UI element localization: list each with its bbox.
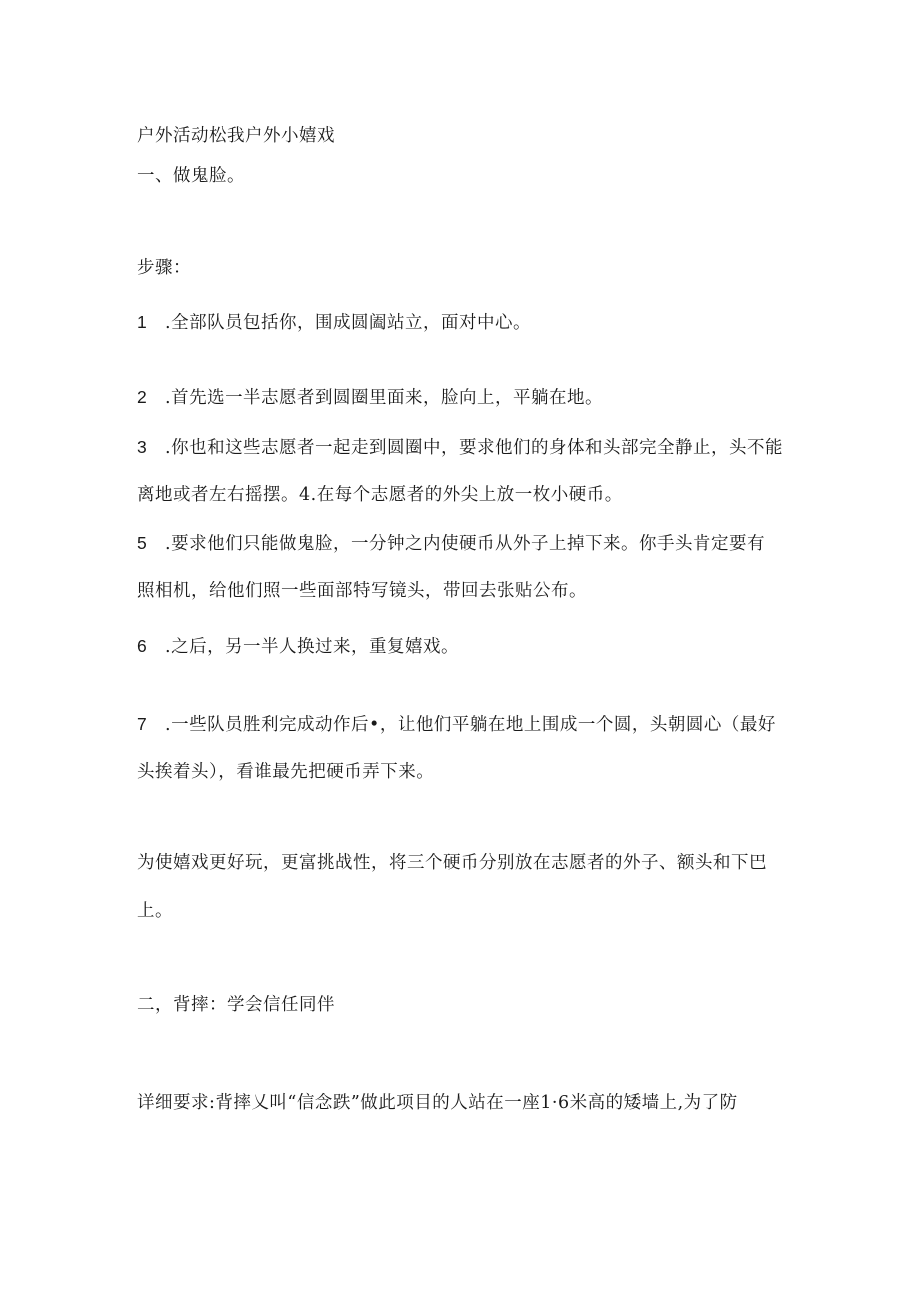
step-text: .全部队员包括你，围成圆阖站立，面对中心。 bbox=[165, 313, 532, 333]
detail-requirement: 详细要求:背摔乂叫“信念跌”做此项目的人站在一座1·6米高的矮墙上,为了防 bbox=[137, 1093, 738, 1113]
step-number: 6 bbox=[137, 636, 148, 656]
step-text: .你也和这些志愿者一起走到圆圈中，要求他们的身体和头部完全静止，头不能 bbox=[165, 438, 784, 458]
step-text: .一些队员胜利完成动作后•，让他们平躺在地上围成一个圆，头朝圆心（最好 bbox=[165, 715, 776, 735]
step-3 bbox=[137, 435, 783, 460]
step-number: 3 bbox=[137, 437, 148, 457]
step-2 bbox=[137, 385, 603, 410]
section-heading-1: 一、做鬼脸。 bbox=[137, 166, 245, 186]
document-title: 户外活动松我户外小嬉戏 bbox=[137, 126, 335, 146]
step-number: 5 bbox=[137, 533, 148, 553]
step-6 bbox=[137, 634, 459, 659]
extra-paragraph-line-2: 上。 bbox=[137, 901, 173, 921]
section-heading-2: 二，背摔：学会信任同伴 bbox=[137, 995, 335, 1015]
step-3-continuation: 离地或者左右摇摆。4.在每个志愿者的外尖上放一枚小硬币。 bbox=[137, 485, 623, 505]
step-text: .之后，另一半人换过来，重复嬉戏。 bbox=[165, 637, 460, 657]
extra-paragraph-line-1: 为使嬉戏更好玩，更富挑战性，将三个硬币分别放在志愿者的外子、额头和下巴 bbox=[137, 853, 767, 873]
step-text: .要求他们只能做鬼脸，一分钟之内使硬币从外子上掉下来。你手头肯定要有 bbox=[165, 534, 766, 554]
step-1 bbox=[137, 310, 531, 335]
steps-label: 步骤： bbox=[137, 258, 191, 278]
step-7-continuation: 头挨着头），看谁最先把硬币弄下来。 bbox=[137, 762, 435, 782]
step-number: 2 bbox=[137, 387, 148, 407]
step-number: 1 bbox=[137, 312, 148, 332]
step-7 bbox=[137, 712, 776, 737]
step-5-continuation: 照相机，给他们照一些面部特写镜头，带回去张贴公布。 bbox=[137, 581, 587, 601]
step-5 bbox=[137, 531, 765, 556]
step-number: 7 bbox=[137, 714, 148, 734]
step-text: .首先选一半志愿者到圆圈里面来，脸向上，平躺在地。 bbox=[165, 388, 604, 408]
